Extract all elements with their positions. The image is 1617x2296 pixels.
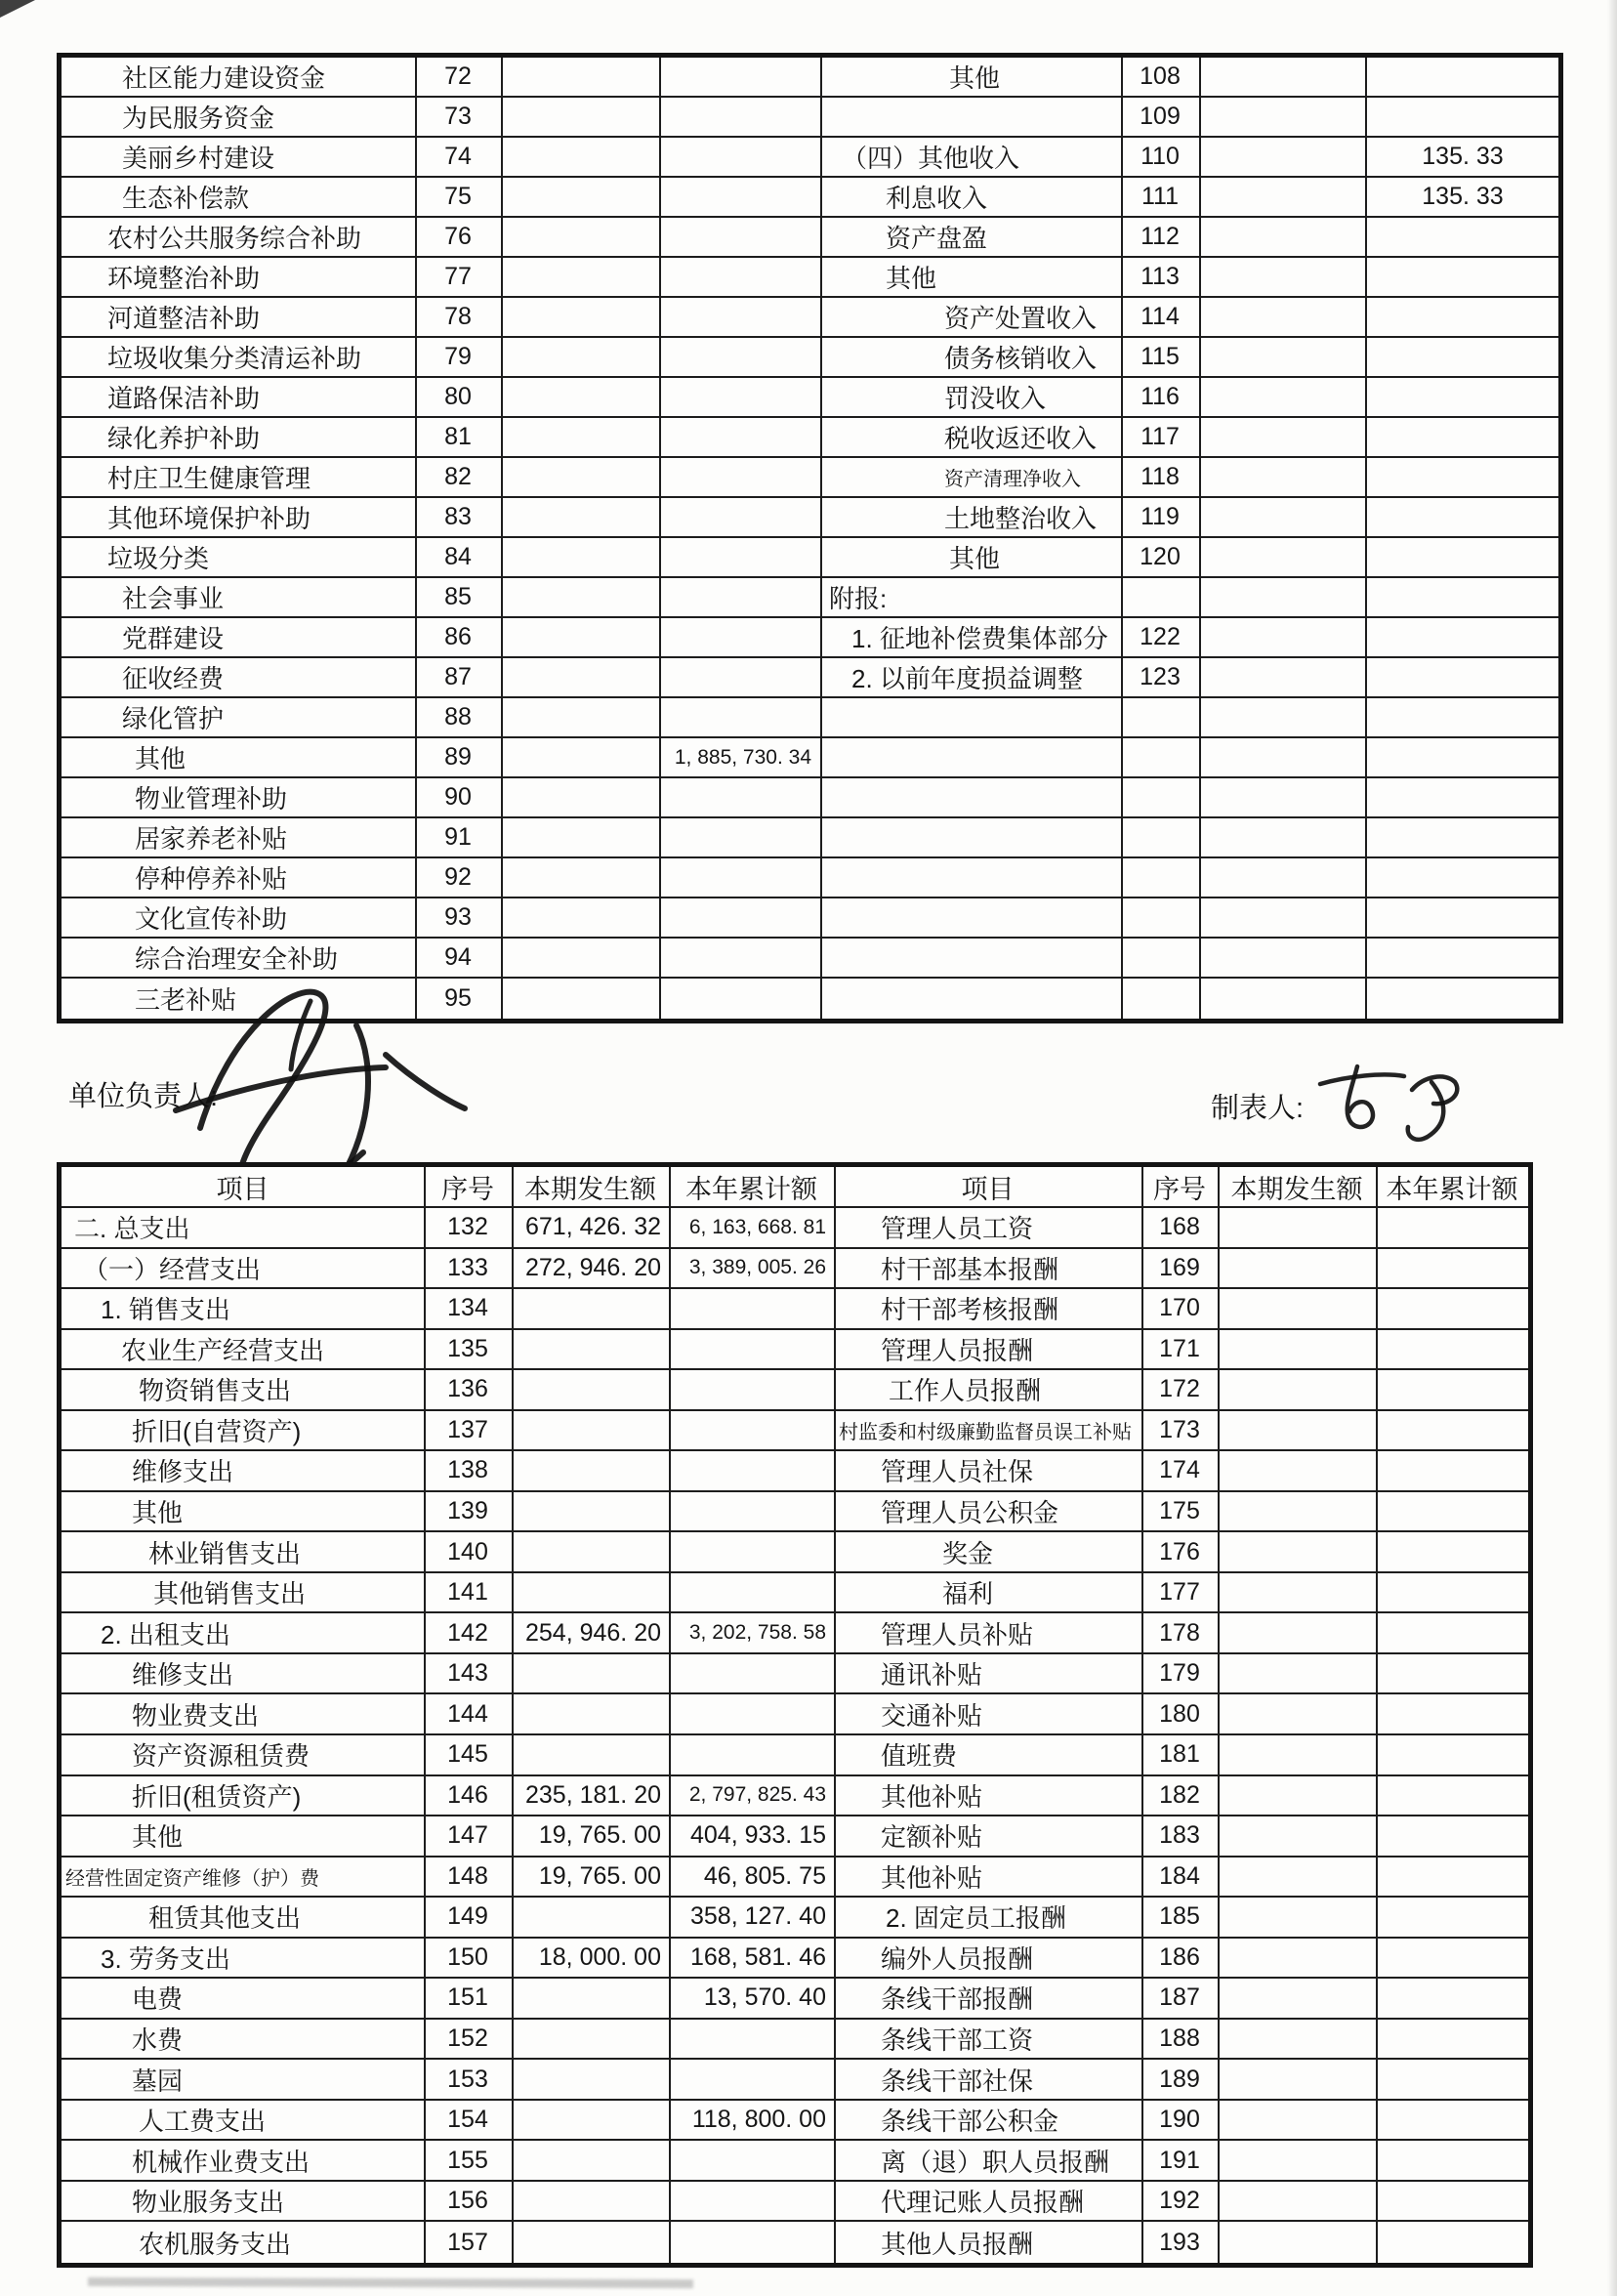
row-label: 水费 [132,2025,184,2056]
row-seq: 72 [444,63,472,90]
row-ytd-value: 13, 570. 40 [703,1983,826,2012]
row-label: 1. 征地补偿费集体部分 [851,624,1108,653]
row-label: 管理人员补贴 [881,1619,1034,1649]
unit-head-label: 单位负责人: [68,1081,219,1112]
row-label: 村庄卫生健康管理 [107,464,311,493]
row-label: 生态补偿款 [122,184,250,213]
row-label: 环境整治补助 [107,264,261,293]
row-label: 道路保洁补助 [107,384,261,413]
row-label: 农机服务支出 [139,2229,292,2259]
table-row [62,698,1558,738]
grid-line [1121,58,1123,1019]
row-seq: 93 [444,903,472,931]
grid-line [659,58,661,1019]
row-seq: 140 [447,1537,488,1565]
row-label: 其他环境保护补助 [107,504,311,533]
row-seq: 90 [444,783,472,811]
row-seq: 118 [1140,463,1180,490]
table-row [62,498,1558,538]
row-seq: 108 [1140,63,1181,90]
row-seq: 88 [444,703,472,731]
row-label: 管理人员社保 [881,1457,1034,1487]
row-seq: 134 [447,1294,488,1322]
row-seq: 114 [1140,303,1180,330]
row-label: 折旧(自营资产) [132,1416,302,1446]
row-seq: 74 [444,143,472,170]
row-label: 折旧(租赁资产) [132,1781,302,1812]
row-label: 人工费支出 [139,2107,267,2137]
grid-line [1218,1167,1220,2263]
grid-line [834,1167,836,2263]
row-seq: 157 [447,2228,488,2256]
row-label: 河道整洁补助 [107,304,261,333]
grid-line [669,1167,671,2263]
preparer-signature [1306,1055,1472,1148]
row-seq: 181 [1159,1740,1200,1769]
row-seq: 178 [1159,1618,1200,1647]
row-seq: 168 [1159,1213,1200,1241]
expense-table-body [62,1208,1528,2263]
row-label: 其他 [949,544,1001,573]
row-label: 其他补贴 [881,1862,983,1893]
row-current-value: 19, 765. 00 [538,1821,661,1850]
table-row [62,538,1558,578]
col-header-item: 项目 [961,1174,1015,1204]
row-label: 工作人员报酬 [889,1376,1042,1406]
row-seq: 156 [447,2187,488,2215]
col-header-seq: 序号 [441,1174,494,1204]
table-row [62,298,1558,338]
row-seq: 85 [444,583,472,610]
row-seq: 175 [1159,1497,1200,1525]
row-label: 居家养老补贴 [135,824,288,854]
table-row [62,898,1558,939]
row-seq: 122 [1140,623,1181,650]
row-seq: 91 [444,823,472,851]
row-seq: 113 [1140,263,1180,290]
row-seq: 110 [1140,143,1180,170]
row-label: 管理人员工资 [881,1214,1034,1244]
row-seq: 112 [1140,223,1180,250]
row-seq: 76 [444,223,472,250]
table-row [62,1654,1528,1695]
col-header-ytd: 本年累计额 [1386,1174,1518,1204]
row-seq: 141 [447,1578,488,1607]
row-label: 债务核销收入 [944,344,1098,373]
table-row [62,1735,1528,1776]
row-seq: 115 [1140,343,1180,370]
row-label: 条线干部报酬 [881,1984,1034,2015]
row-seq: 77 [444,263,472,290]
row-seq: 92 [444,863,472,891]
row-seq: 179 [1159,1659,1200,1688]
row-seq: 153 [447,2065,488,2093]
row-label: 编外人员报酬 [881,1943,1034,1974]
row-label: 资产处置收入 [944,304,1098,333]
row-label: 2. 固定员工报酬 [886,1903,1066,1934]
col-header-ytd: 本年累计额 [685,1174,817,1204]
row-seq: 172 [1159,1375,1200,1403]
table-row [62,2060,1528,2101]
row-seq: 133 [447,1253,488,1281]
row-label: 税收返还收入 [944,424,1098,453]
table-row [62,1289,1528,1330]
row-label: 条线干部社保 [881,2066,1034,2096]
row-current-value: 671, 426. 32 [524,1213,661,1241]
table-row [62,2020,1528,2061]
row-label: 村监委和村级廉勤监督员误工补贴 [839,1421,1132,1443]
row-label: 代理记账人员报酬 [881,2188,1085,2218]
table-row [62,178,1558,218]
grid-line [501,58,503,1019]
row-seq: 147 [447,1821,488,1850]
row-label: 维修支出 [132,1457,234,1487]
table-row [62,218,1558,258]
row-seq: 119 [1140,503,1180,530]
row-seq: 73 [444,103,472,130]
col-header-item: 项目 [216,1174,270,1204]
row-seq: 89 [444,743,472,771]
row-label: 其他销售支出 [153,1579,307,1609]
table-row [62,1492,1528,1533]
row-label: 土地整治收入 [944,504,1098,533]
row-seq: 150 [447,1942,488,1971]
row-label: 其他补贴 [881,1781,983,1812]
row-label: 3. 劳务支出 [101,1943,230,1974]
grid-line [424,1167,426,2263]
table-row [62,578,1558,618]
row-seq: 143 [447,1659,488,1688]
row-current-value: 272, 946. 20 [524,1253,661,1281]
income-table-continued [57,53,1563,1023]
col-header-seq: 序号 [1153,1174,1206,1204]
table-row [62,818,1558,858]
scan-bottom-streak [88,2277,693,2288]
row-label: 农业生产经营支出 [121,1335,325,1365]
preparer-label: 制表人: [1211,1093,1305,1124]
row-seq: 145 [447,1740,488,1769]
row-label: 奖金 [942,1538,994,1568]
table-row [62,1858,1528,1899]
row-seq: 80 [444,383,472,410]
row-label: 垃圾收集分类清运补助 [107,344,362,373]
row-label: 美丽乡村建设 [122,144,275,173]
row-seq: 142 [447,1618,488,1647]
row-seq: 176 [1159,1537,1200,1565]
row-label: 垃圾分类 [107,544,210,573]
grid-line [1376,1167,1378,2263]
row-label: （一）经营支出 [83,1254,262,1284]
row-label: 管理人员报酬 [881,1335,1034,1365]
row-label: 其他 [949,63,1001,93]
row-label: 农村公共服务综合补助 [107,224,362,253]
row-label: 村干部基本报酬 [881,1254,1059,1284]
row-seq: 186 [1159,1942,1200,1971]
row-seq: 144 [447,1699,488,1728]
row-label: 其他 [135,744,187,773]
row-label: 资产清理净收入 [944,469,1081,490]
table-row [62,618,1558,658]
row-ytd-value: 404, 933. 15 [689,1821,826,1850]
row-ytd-value: 6, 163, 668. 81 [688,1215,826,1238]
row-seq: 116 [1140,383,1180,410]
row-seq: 182 [1159,1780,1200,1809]
row-ytd-value: 46, 805. 75 [703,1861,826,1890]
row-label: 交通补贴 [881,1700,983,1731]
row-seq: 149 [447,1902,488,1931]
row-seq: 171 [1159,1334,1200,1362]
table-row [62,658,1558,698]
expense-table-header [62,1167,1528,1208]
table-row [62,1573,1528,1614]
col-header-current: 本期发生额 [1230,1174,1363,1204]
row-label: 村干部考核报酬 [881,1295,1059,1325]
row-seq: 83 [444,503,472,530]
row-ytd-value: 3, 389, 005. 26 [688,1256,826,1279]
row-current-value: 235, 181. 20 [524,1780,661,1809]
row-seq: 174 [1159,1456,1200,1484]
table-row [62,378,1558,418]
row-label: 机械作业费支出 [132,2147,311,2177]
col-header-current: 本期发生额 [524,1174,656,1204]
row-seq: 173 [1159,1415,1200,1443]
row-label: （四）其他收入 [842,144,1020,173]
row-ytd-value: 135. 33 [1422,183,1504,210]
row-ytd-value: 358, 127. 40 [689,1902,826,1931]
table-row [62,1451,1528,1492]
row-label: 二. 总支出 [74,1214,190,1244]
row-label: 管理人员公积金 [881,1498,1059,1528]
table-row [62,418,1558,458]
row-seq: 155 [447,2146,488,2174]
grid-line [1199,58,1201,1019]
table-row [62,138,1558,178]
row-seq: 183 [1159,1821,1200,1850]
table-row [62,1776,1528,1817]
row-ytd-value: 168, 581. 46 [689,1942,826,1971]
row-seq: 180 [1159,1699,1200,1728]
row-seq: 193 [1159,2228,1200,2256]
row-label: 三老补贴 [135,985,237,1015]
row-seq: 152 [447,2025,488,2053]
row-seq: 82 [444,463,472,490]
row-label: 罚没收入 [944,384,1047,413]
row-label: 福利 [942,1579,994,1609]
row-label: 值班费 [881,1741,958,1772]
row-seq: 94 [444,943,472,971]
row-seq: 84 [444,543,472,570]
row-ytd-value: 3, 202, 758. 58 [688,1621,826,1645]
row-seq: 78 [444,303,472,330]
row-current-value: 254, 946. 20 [524,1618,661,1647]
row-label: 物资销售支出 [139,1376,292,1406]
row-label: 2. 出租支出 [101,1619,230,1649]
row-label: 物业管理补助 [135,784,288,814]
table-row [62,1532,1528,1573]
row-label: 2. 以前年度损益调整 [851,664,1083,693]
row-label: 党群建设 [122,624,225,653]
table-row [62,2182,1528,2223]
row-seq: 189 [1159,2065,1200,2093]
row-seq: 154 [447,2106,488,2134]
row-label: 为民服务资金 [122,104,275,133]
table-row [62,858,1558,898]
row-label: 林业销售支出 [148,1538,302,1568]
row-seq: 151 [447,1983,488,2012]
row-label: 停种停养补贴 [135,864,288,894]
row-label: 综合治理安全补助 [135,944,339,974]
table-row [62,1411,1528,1452]
scan-corner-artifact [0,0,35,18]
row-ytd-value: 118, 800. 00 [691,2106,826,2134]
table-row [62,58,1558,98]
table-row [62,1898,1528,1939]
table-row [62,458,1558,498]
row-seq: 123 [1140,663,1181,690]
row-label: 绿化管护 [122,704,225,733]
table-row [62,778,1558,818]
row-seq: 185 [1159,1902,1200,1931]
table-row [62,1694,1528,1735]
row-label: 资产资源租赁费 [132,1741,311,1772]
row-seq: 111 [1140,183,1179,210]
row-label: 其他 [132,1822,184,1853]
table-row [62,1816,1528,1858]
row-label: 其他人员报酬 [881,2229,1034,2259]
table-row [62,98,1558,138]
row-current-value: 18, 000. 00 [538,1942,661,1971]
row-label: 其他 [886,264,937,293]
row-seq: 148 [447,1861,488,1890]
row-label: 社会事业 [122,584,225,613]
income-table-body [62,58,1558,1019]
grid-line [415,58,417,1019]
row-seq: 136 [447,1375,488,1403]
row-label: 征收经费 [122,664,225,693]
table-row [62,738,1558,778]
row-seq: 139 [447,1497,488,1525]
row-ytd-value: 2, 797, 825. 43 [688,1783,826,1807]
row-label: 通讯补贴 [881,1660,983,1691]
row-label: 维修支出 [132,1660,234,1691]
row-current-value: 19, 765. 00 [538,1861,661,1890]
expense-table [57,1162,1533,2268]
row-seq: 87 [444,663,472,690]
row-seq: 146 [447,1780,488,1809]
row-seq: 169 [1159,1253,1200,1281]
row-seq: 177 [1159,1578,1200,1607]
row-seq: 190 [1159,2106,1200,2134]
row-seq: 132 [447,1213,488,1241]
row-label: 文化宣传补助 [135,904,288,934]
row-seq: 135 [447,1334,488,1362]
table-row [62,1249,1528,1290]
row-label: 物业费支出 [132,1700,260,1731]
row-seq: 170 [1159,1294,1200,1322]
table-row [62,2222,1528,2263]
row-seq: 75 [444,183,472,210]
row-seq: 81 [444,423,472,450]
row-seq: 138 [447,1456,488,1484]
row-seq: 192 [1159,2187,1200,2215]
row-label: 附报: [829,584,888,613]
row-label: 其他 [132,1498,184,1528]
row-label: 经营性固定资产维修（护）费 [65,1867,319,1890]
row-ytd-value: 1, 885, 730. 34 [674,745,811,769]
table-row [62,338,1558,378]
table-row [62,258,1558,298]
table-row [62,1208,1528,1249]
table-row [62,1979,1528,2020]
grid-line [1365,58,1367,1019]
row-seq: 109 [1140,103,1181,130]
row-label: 租赁其他支出 [148,1903,302,1934]
row-label: 电费 [132,1984,184,2015]
grid-line [820,58,822,1019]
table-row [62,2101,1528,2142]
row-label: 定额补贴 [881,1822,983,1853]
row-seq: 137 [447,1415,488,1443]
row-label: 物业服务支出 [132,2188,285,2218]
row-label: 利息收入 [886,184,988,213]
table-row [62,1330,1528,1371]
row-seq: 95 [444,984,472,1012]
row-seq: 86 [444,623,472,650]
row-seq: 120 [1140,543,1181,570]
table-row [62,1613,1528,1654]
row-label: 条线干部公积金 [881,2107,1059,2137]
row-seq: 188 [1159,2025,1200,2053]
grid-line [512,1167,514,2263]
row-label: 资产盘盈 [886,224,988,253]
table-row [62,2141,1528,2182]
row-seq: 191 [1159,2146,1200,2174]
table-row [62,1939,1528,1980]
row-seq: 184 [1159,1861,1200,1890]
row-label: 离（退）职人员报酬 [881,2147,1110,2177]
row-label: 社区能力建设资金 [122,63,326,93]
row-seq: 79 [444,343,472,370]
scan-edge-shadow [1607,0,1617,2296]
row-seq: 187 [1159,1983,1200,2012]
row-ytd-value: 135. 33 [1422,143,1504,170]
row-seq: 117 [1140,423,1180,450]
grid-line [1141,1167,1143,2263]
row-label: 绿化养护补助 [107,424,261,453]
row-label: 条线干部工资 [881,2025,1034,2056]
row-label: 1. 销售支出 [101,1295,230,1325]
table-row [62,1370,1528,1411]
row-label: 墓园 [132,2066,184,2096]
